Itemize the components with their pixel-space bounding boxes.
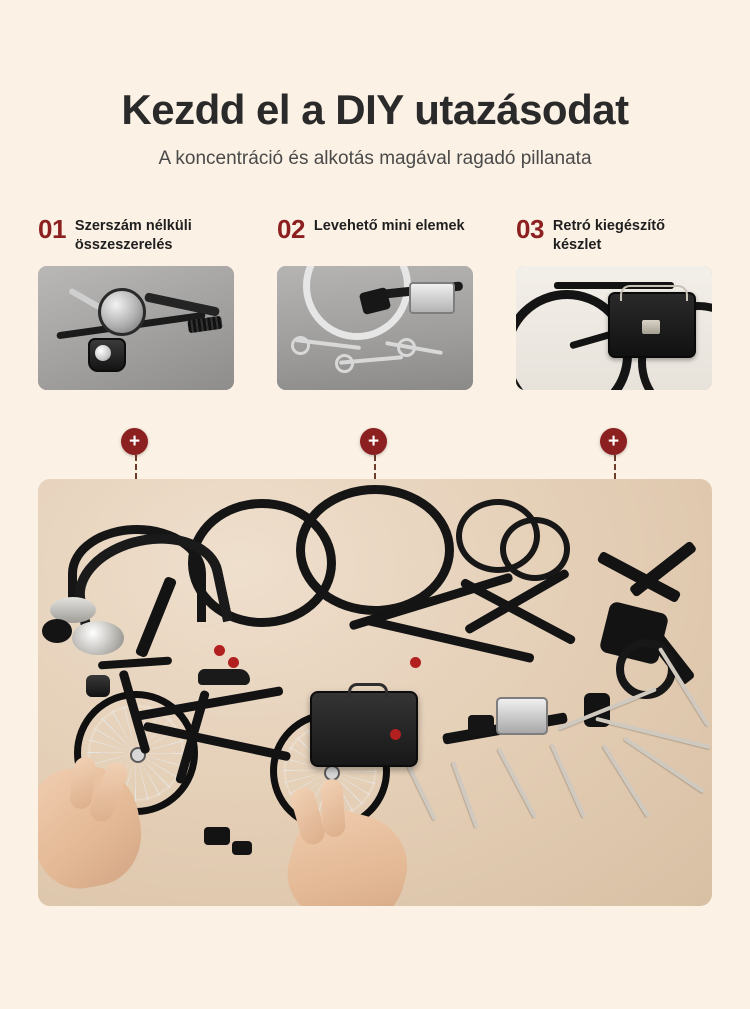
feature-label: Levehető mini elemek — [313, 218, 465, 235]
feature-number: 03 — [516, 214, 544, 245]
bag-marker-dot — [390, 729, 401, 740]
frame-marker-dot — [410, 657, 421, 668]
connector-line-2-vertical — [374, 455, 376, 479]
page-title: Kezdd el a DIY utazásodat — [121, 86, 629, 133]
mini-parts-photo — [277, 266, 473, 390]
feature-card-01[interactable] — [38, 216, 234, 390]
feature-label: Szerszám nélküli összeszerelés — [74, 218, 192, 253]
handlebar-assembly-photo — [38, 266, 234, 390]
loose-part-1 — [204, 827, 230, 845]
assembled-bike-lamp — [86, 675, 110, 697]
silver-disc-2 — [72, 621, 124, 655]
feature-heading — [277, 216, 473, 260]
page-header — [0, 0, 750, 170]
feature-list — [0, 216, 750, 390]
retro-bag-photo — [516, 266, 712, 390]
rod-5 — [602, 744, 650, 817]
feature-number: 01 — [38, 214, 66, 245]
footer-spacer — [0, 987, 750, 1009]
feature-number: 02 — [277, 214, 305, 245]
loose-part-2 — [232, 841, 252, 855]
right-hand-finger-2 — [320, 778, 346, 837]
stem-part — [496, 697, 548, 735]
feature-card-03[interactable] — [516, 216, 712, 390]
bicycle-frame-part — [338, 539, 588, 659]
plus-badge-2[interactable]: + — [360, 428, 387, 455]
plus-badge-3[interactable]: + — [600, 428, 627, 455]
rod-4 — [550, 744, 586, 819]
connector-line-1-vertical — [135, 455, 137, 479]
assembled-bike-handlebar — [98, 656, 172, 669]
feature-label: Retró kiegészítő készlet — [552, 218, 665, 253]
feature-heading — [38, 216, 234, 260]
black-knob — [42, 619, 72, 643]
feature-card-02[interactable] — [277, 216, 473, 390]
connector-line-3-vertical — [614, 455, 616, 479]
bike-marker-dot — [228, 657, 239, 668]
diy-bicycle-kit-overview-photo — [38, 479, 712, 906]
wire-tool-2 — [595, 717, 710, 749]
rod-3 — [497, 748, 537, 819]
page-subtitle: A koncentráció és alkotás magával ragadó pillanata — [158, 148, 592, 170]
fender-marker-dot — [214, 645, 225, 656]
retro-bag-part — [310, 691, 418, 767]
rod-2 — [451, 761, 479, 828]
grip-part — [468, 715, 494, 735]
feature-heading — [516, 216, 712, 260]
assembled-bike-saddle — [198, 669, 250, 685]
plus-badge-1[interactable]: + — [121, 428, 148, 455]
